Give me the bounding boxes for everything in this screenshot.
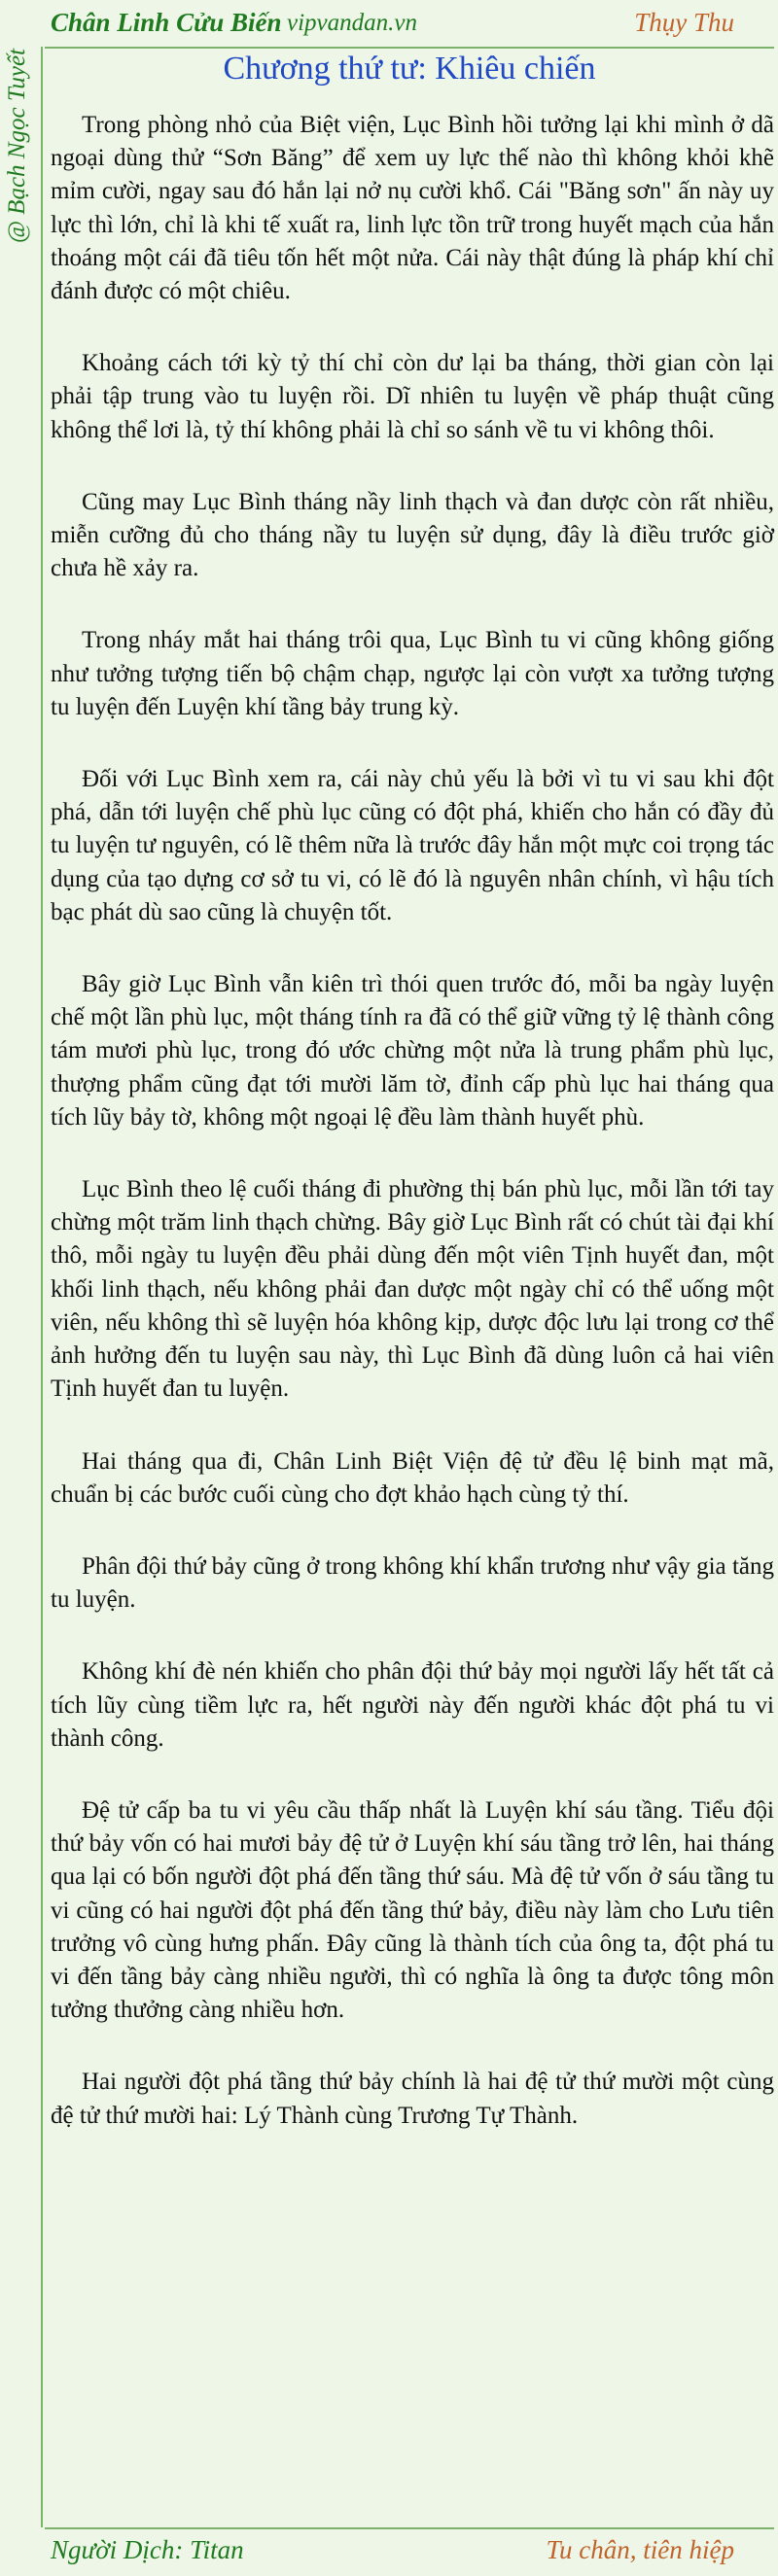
paragraph: Trong phòng nhỏ của Biệt viện, Lục Bình hồi tưởng lại khi mình ở dã ngoại dùng thử “Sơn Băng” để xem uy lực thế nào thì không khỏi khẽ mỉm cười, ngay sau đó hắn lại nở nụ cười khổ. Cái "Băng sơn" ấn này uy lực thì lớn, chỉ là khi tế xuất ra, linh lực tồn trữ trong huyết mạch của hắn thoáng một cái đã tiêu tốn hết một nửa. Cái này thật đúng là pháp khí chỉ đánh được có một chiêu.: [51, 112, 774, 305]
side-credit-text: @ Bạch Ngọc Tuyết: [4, 49, 30, 244]
genre-label: Tu chân, tiên hiệp: [546, 2535, 734, 2564]
side-credit: [4, 49, 37, 340]
author-name: Thụy Thu: [634, 8, 734, 37]
side-divider: [41, 47, 43, 2527]
site-name: vipvandan.vn: [287, 10, 417, 36]
paragraph: Đối với Lục Bình xem ra, cái này chủ yếu là bởi vì tu vi sau khi đột phá, dẫn tới luyện chế phù lục cũng có đột phá, khiến cho hắn có đầy đủ tu luyện tư nguyên, có lẽ thêm nữa là trước đây hắn một mực coi trọng tác dụng của tạo dựng cơ sở tu vi, có lẽ đó là nguyên nhân chính, vì hậu tích bạc phát dù sao cũng là chuyện tốt.: [51, 766, 774, 925]
page-header: [0, 0, 778, 49]
chapter-body: [51, 109, 774, 2172]
chapter-title: Chương thứ tư: Khiêu chiến: [223, 51, 596, 87]
translator-credit: Người Dịch: Titan: [51, 2535, 244, 2564]
paragraph: Hai tháng qua đi, Chân Linh Biệt Viện đệ tử đều lệ binh mạt mã, chuẩn bị các bước cuối cùng cho đợt khảo hạch cùng tỷ thí.: [51, 1447, 774, 1508]
paragraph: Trong nháy mắt hai tháng trôi qua, Lục Bình tu vi cũng không giống như tưởng tượng tiến bộ chậm chạp, ngược lại còn vượt xa tưởng tượng tu luyện đến Luyện khí tầng bảy trung kỳ.: [51, 627, 774, 720]
paragraph: Cũng may Lục Bình tháng nầy linh thạch và đan dược còn rất nhiều, miễn cưỡng đủ cho tháng nầy tu luyện sử dụng, đây là điều trước giờ chưa hề xảy ra.: [51, 488, 774, 582]
book-title: Chân Linh Cửu Biến: [51, 8, 282, 37]
paragraph: Bây giờ Lục Bình vẫn kiên trì thói quen trước đó, mỗi ba ngày luyện chế một lần phù lục, một tháng tính ra đã có thể giữ vững tỷ lệ thành công tám mươi phù lục, trong đó ước chừng một nửa là trung phẩm phù lục, thượng phẩm cũng đạt tới mười lăm tờ, đỉnh cấp phù lục hai tháng qua tích lũy bảy tờ, không một ngoại lệ đều làm thành huyết phù.: [51, 971, 774, 1131]
paragraph: Đệ tử cấp ba tu vi yêu cầu thấp nhất là Luyện khí sáu tầng. Tiểu đội thứ bảy vốn có hai mươi bảy đệ tử ở Luyện khí sáu tầng trở lên, hai tháng qua lại có bốn người đột phá đến tầng thứ sáu. Mà đệ tử vốn ở sáu tầng tu vi cũng có hai người đột phá đến tầng thứ bảy, điều này làm cho Lưu tiên trưởng vô cùng hưng phấn. Đây cũng là thành tích của ông ta, đột phá tu vi đến tầng bảy càng nhiều người, thì có nghĩa là ông ta được tông môn tưởng thưởng càng nhiều hơn.: [51, 1796, 774, 2024]
paragraph: Không khí đè nén khiến cho phân đội thứ bảy mọi người lấy hết tất cả tích lũy cùng tiềm lực ra, hết người này đến người khác đột phá tu vi thành công.: [51, 1658, 774, 1752]
footer-divider: [45, 2527, 774, 2529]
paragraph: Hai người đột phá tầng thứ bảy chính là hai đệ tử thứ mười một cùng đệ tử thứ mười hai: Lý Thành cùng Trương Tự Thành.: [51, 2069, 774, 2129]
header-divider: [45, 47, 774, 49]
paragraph: Khoảng cách tới kỳ tỷ thí chỉ còn dư lại ba tháng, thời gian còn lại phải tập trung vào tu luyện rồi. Dĩ nhiên tu luyện về pháp thuật cũng không thể lơi là, tỷ thí không phải là chỉ so sánh về tu vi không thôi.: [51, 350, 774, 443]
paragraph: Phân đội thứ bảy cũng ở trong không khí khẩn trương như vậy gia tăng tu luyện.: [51, 1552, 774, 1614]
paragraph: Lục Bình theo lệ cuối tháng đi phường thị bán phù lục, mỗi lần tới tay chừng một trăm linh thạch chừng. Bây giờ Lục Bình rất có chút tài đại khí thô, mỗi ngày tu luyện đều phải dùng đến một viên Tịnh huyết đan, một khối linh thạch, nếu không phải đan dược một ngày chỉ có thể uống một viên, nếu không thì sẽ luyện hóa không kịp, dược độc lưu lại trong cơ thể ảnh hưởng đến tu luyện sau này, thì Lục Bình đã dùng luôn cả hai viên Tịnh huyết đan tu luyện.: [51, 1176, 774, 1403]
